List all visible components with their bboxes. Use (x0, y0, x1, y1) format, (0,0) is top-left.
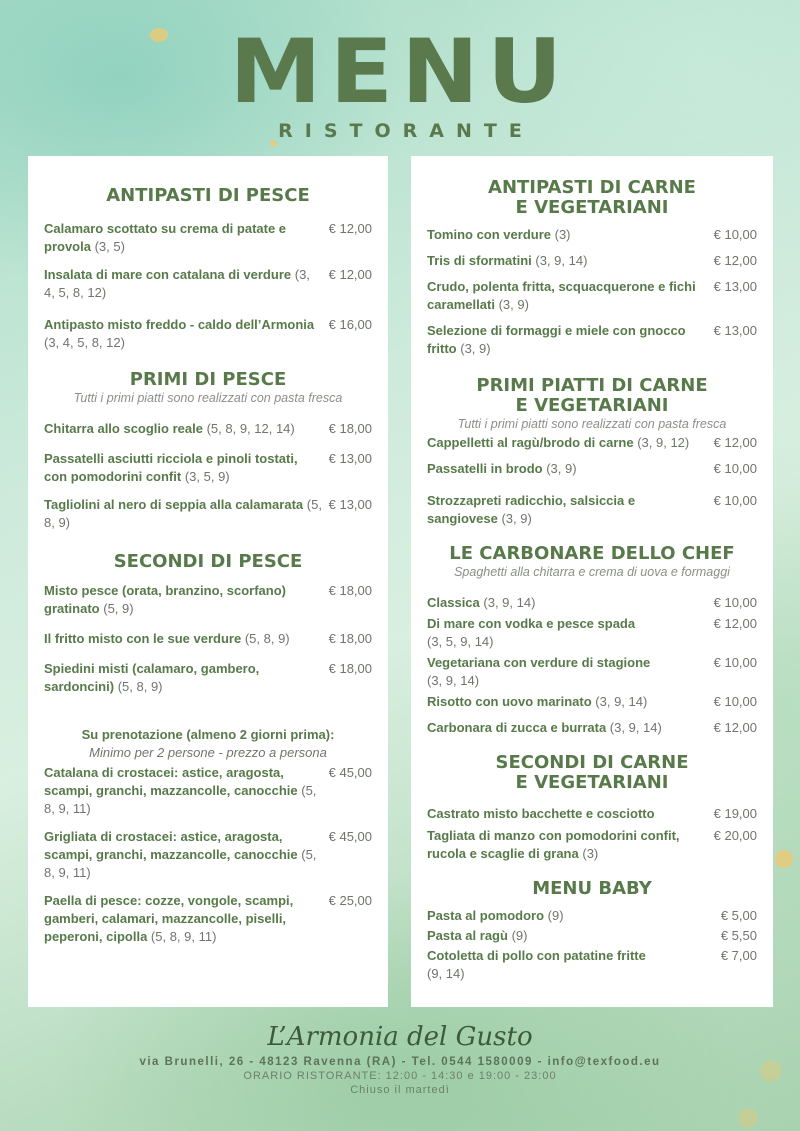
item-price: € 10,00 (713, 655, 757, 670)
menu-item: Misto pesce (orata, branzino, scorfano) gratinato (5, 9) € 18,00 (44, 583, 372, 616)
menu-item: Passatelli in brodo (3, 9) € 10,00 (427, 461, 757, 476)
menu-item: Passatelli asciutti ricciola e pinoli tostati, con pomodorini confit (3, 5, 9) € 13,00 (44, 451, 372, 484)
section-title-antipasti-carne: ANTIPASTI DI CARNE E VEGETARIANI (488, 177, 696, 218)
item-price: € 12,00 (328, 267, 372, 282)
section-title-menu-baby: MENU BABY (532, 878, 652, 899)
menu-item: Castrato misto bacchette e cosciotto € 19,00 (427, 806, 757, 821)
antipasti-carne-list (427, 226, 757, 358)
item-price: € 10,00 (713, 595, 757, 610)
menu-item: Selezione di formaggi e miele con gnocco fritto (3, 9) € 13,00 (427, 323, 757, 356)
item-price: € 25,00 (328, 893, 372, 908)
menu-item: Risotto con uovo marinato (3, 9, 14) € 10,00 (427, 694, 757, 709)
section-title-antipasti-pesce: ANTIPASTI DI PESCE (106, 185, 310, 206)
menu-item: Classica (3, 9, 14) € 10,00 (427, 595, 757, 610)
menu-header (0, 20, 800, 142)
item-price: € 10,00 (713, 694, 757, 709)
item-price: € 19,00 (713, 806, 757, 821)
decorative-dot (738, 1108, 758, 1128)
page-subtitle: RISTORANTE (278, 120, 534, 142)
carbonare-list (427, 594, 757, 737)
section-title-primi-carne: PRIMI PIATTI DI CARNE E VEGETARIANI (476, 375, 708, 416)
section-note: Spaghetti alla chitarra e crema di uova e formaggi (454, 565, 730, 579)
item-price: € 18,00 (328, 421, 372, 436)
restaurant-address: via Brunelli, 26 - 48123 Ravenna (RA) - Tel. 0544 1580009 - info@texfood.eu (139, 1056, 661, 1068)
booking-heading: Su prenotazione (almeno 2 giorni prima): (81, 727, 335, 742)
section-note: Tutti i primi piatti sono realizzati con pasta fresca (73, 391, 343, 405)
menu-item: Chitarra allo scoglio reale (5, 8, 9, 12, 14) € 18,00 (44, 421, 372, 436)
section-title-secondi-carne: SECONDI DI CARNE E VEGETARIANI (495, 752, 689, 793)
item-price: € 5,00 (720, 908, 757, 923)
secondi-carne-list (427, 805, 757, 863)
item-price: € 13,00 (713, 279, 757, 294)
menu-item: Tagliolini al nero di seppia alla calamarata (5, 8, 9) € 13,00 (44, 497, 372, 530)
menu-item: Il fritto misto con le sue verdure (5, 8, 9) € 18,00 (44, 631, 372, 646)
menu-item: Cappelletti al ragù/brodo di carne (3, 9, 12) € 12,00 (427, 435, 757, 450)
decorative-dot (775, 850, 793, 868)
menu-item: Insalata di mare con catalana di verdure (3, 4, 5, 8, 12) € 12,00 (44, 267, 372, 300)
item-price: € 12,00 (328, 221, 372, 236)
menu-item: Strozzapreti radicchio, salsiccia e sangiovese (3, 9) € 10,00 (427, 493, 757, 526)
secondi-pesce-list (44, 582, 372, 696)
menu-item: Cotoletta di pollo con patatine fritte (9, 14) € 7,00 (427, 948, 757, 981)
item-price: € 10,00 (713, 227, 757, 242)
antipasti-pesce-list (44, 220, 372, 352)
item-price: € 18,00 (328, 661, 372, 676)
section-title-carbonare: LE CARBONARE DELLO CHEF (449, 543, 735, 564)
menu-item: Tomino con verdure (3) € 10,00 (427, 227, 757, 242)
menu-item: Tagliata di manzo con pomodorini confit, rucola e scaglie di grana (3) € 20,00 (427, 828, 757, 861)
right-menu-panel (411, 156, 773, 1007)
menu-item: Vegetariana con verdure di stagione (3, 9, 14) € 10,00 (427, 655, 757, 688)
item-price: € 10,00 (713, 493, 757, 508)
item-price: € 12,00 (713, 435, 757, 450)
item-price: € 5,50 (720, 928, 757, 943)
item-price: € 13,00 (328, 451, 372, 466)
section-title-secondi-pesce: SECONDI DI PESCE (113, 551, 303, 572)
menu-item: Di mare con vodka e pesce spada (3, 5, 9, 14) € 12,00 (427, 616, 757, 649)
item-price: € 16,00 (328, 317, 372, 332)
restaurant-brand-logo: L’Armonia del Gusto (267, 1022, 533, 1052)
item-price: € 45,00 (328, 765, 372, 780)
left-menu-panel (28, 156, 388, 1007)
item-price: € 13,00 (328, 497, 372, 512)
menu-item: Calamaro scottato su crema di patate e provola (3, 5) € 12,00 (44, 221, 372, 254)
item-price: € 12,00 (713, 720, 757, 735)
menu-item: Spiedini misti (calamaro, gambero, sardoncini) (5, 8, 9) € 18,00 (44, 661, 372, 694)
menu-item: Pasta al pomodoro (9) € 5,00 (427, 908, 757, 923)
restaurant-footer (0, 1022, 800, 1096)
item-price: € 12,00 (713, 253, 757, 268)
page-title: MENU (229, 20, 571, 123)
opening-hours: ORARIO RISTORANTE: 12:00 - 14:30 e 19:00 - 23:00 (243, 1070, 557, 1082)
menu-item: Paella di pesce: cozze, vongole, scampi, gamberi, calamari, mazzancolle, piselli, peperoni, cipolla (5, 8, 9, 11) € 25,00 (44, 893, 372, 944)
item-price: € 10,00 (713, 461, 757, 476)
menu-item: Catalana di crostacei: astice, aragosta, scampi, granchi, mazzancolle, canocchie (5, 8, 9, 11) € 45,00 (44, 765, 372, 816)
primi-pesce-list (44, 420, 372, 532)
item-price: € 45,00 (328, 829, 372, 844)
item-price: € 18,00 (328, 631, 372, 646)
section-title-primi-pesce: PRIMI DI PESCE (129, 369, 287, 390)
booking-note: Minimo per 2 persone - prezzo a persona (89, 745, 327, 760)
menu-item: Crudo, polenta fritta, scquacquerone e fichi caramellati (3, 9) € 13,00 (427, 279, 757, 312)
menu-item: Grigliata di crostacei: astice, aragosta, scampi, granchi, mazzancolle, canocchie (5, 8, 9, 11) € 45,00 (44, 829, 372, 880)
menu-item: Pasta al ragù (9) € 5,50 (427, 928, 757, 943)
menu-item: Tris di sformatini (3, 9, 14) € 12,00 (427, 253, 757, 268)
menu-item: Carbonara di zucca e burrata (3, 9, 14) € 12,00 (427, 720, 757, 735)
item-price: € 7,00 (720, 948, 757, 963)
item-price: € 13,00 (713, 323, 757, 338)
closing-day: Chiuso il martedì (350, 1084, 450, 1096)
section-note: Tutti i primi piatti sono realizzati con pasta fresca (457, 417, 727, 431)
item-price: € 12,00 (713, 616, 757, 631)
menu-item: Antipasto misto freddo - caldo dell’Armonia (3, 4, 5, 8, 12) € 16,00 (44, 317, 372, 350)
item-price: € 18,00 (328, 583, 372, 598)
primi-carne-list (427, 434, 757, 528)
item-price: € 20,00 (713, 828, 757, 843)
booking-list (44, 764, 372, 946)
baby-list (427, 907, 757, 983)
